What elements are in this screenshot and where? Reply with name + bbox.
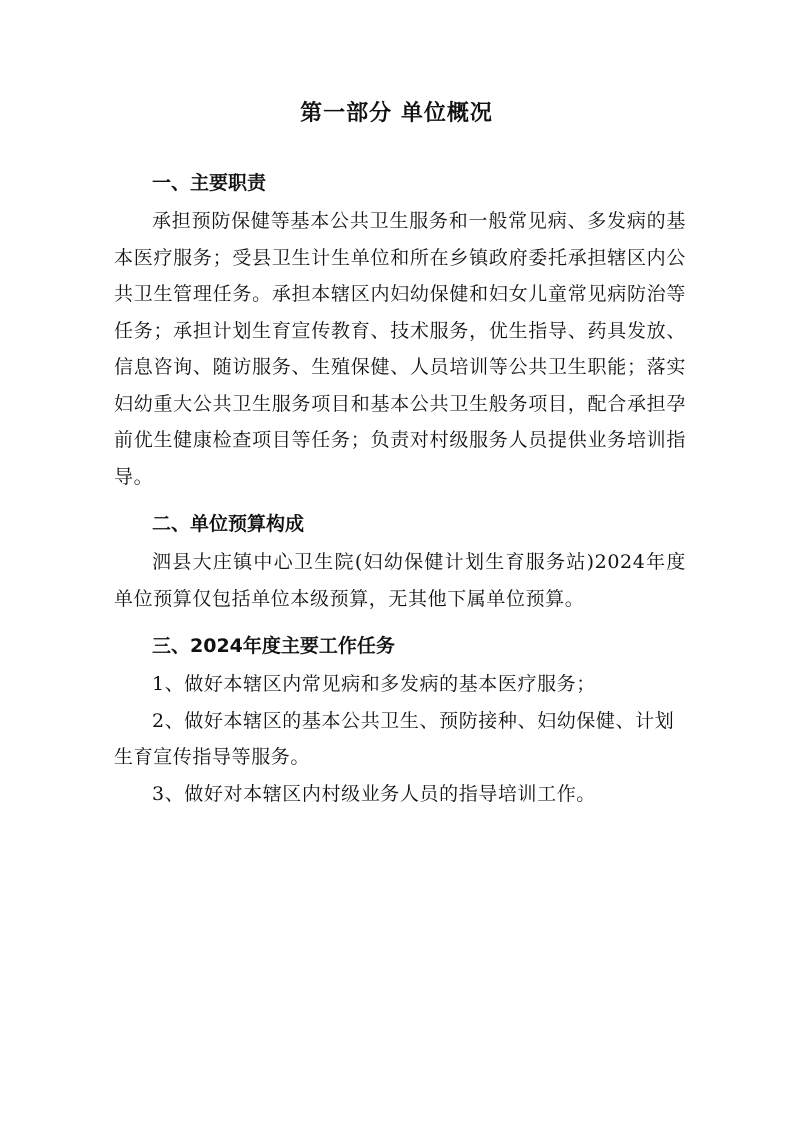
section-budget-composition xyxy=(114,509,686,617)
section-main-duties xyxy=(114,168,686,495)
section-heading-main-duties: 一、主要职责 xyxy=(152,172,267,194)
paragraph-main-duties: 承担预防保健等基本公共卫生服务和一般常见病、多发病的基本医疗服务；受县卫生计生单位和所在乡镇政府委托承担辖区内公共卫生管理任务。承担本辖区内妇幼保健和妇女儿童常见病防治等任务；承担计划生育宣传教育、技术服务，优生指导、药具发放、信息咨询、随访服务、生殖保健、人员培训等公共卫生职能；落实妇幼重大公共卫生服务项目和基本公共卫生般务项目，配合承担孕前优生健康检查项目等任务；负责对村级服务人员提供业务培训指导。 xyxy=(114,210,686,488)
list-item-task-3: 3、做好对本辖区内村级业务人员的指导培训工作。 xyxy=(152,782,596,805)
section-heading-work-tasks: 三、2024年度主要工作任务 xyxy=(152,635,395,657)
list-item-task-1: 1、做好本辖区内常见病和多发病的基本医疗服务； xyxy=(152,673,596,695)
list-item-task-2: 2、做好本辖区的基本公共卫生、预防接种、妇幼保健、计划生育宣传指导等服务。 xyxy=(114,709,675,768)
paragraph-budget-composition: 泗县大庄镇中心卫生院(妇幼保健计划生育服务站)2024年度单位预算仅包括单位本级预算，无其他下属单位预算。 xyxy=(114,551,686,610)
section-work-tasks xyxy=(114,631,686,812)
page-title: 第一部分 单位概况 xyxy=(300,101,493,126)
section-heading-budget-composition: 二、单位预算构成 xyxy=(152,513,305,535)
document-body xyxy=(114,168,686,812)
